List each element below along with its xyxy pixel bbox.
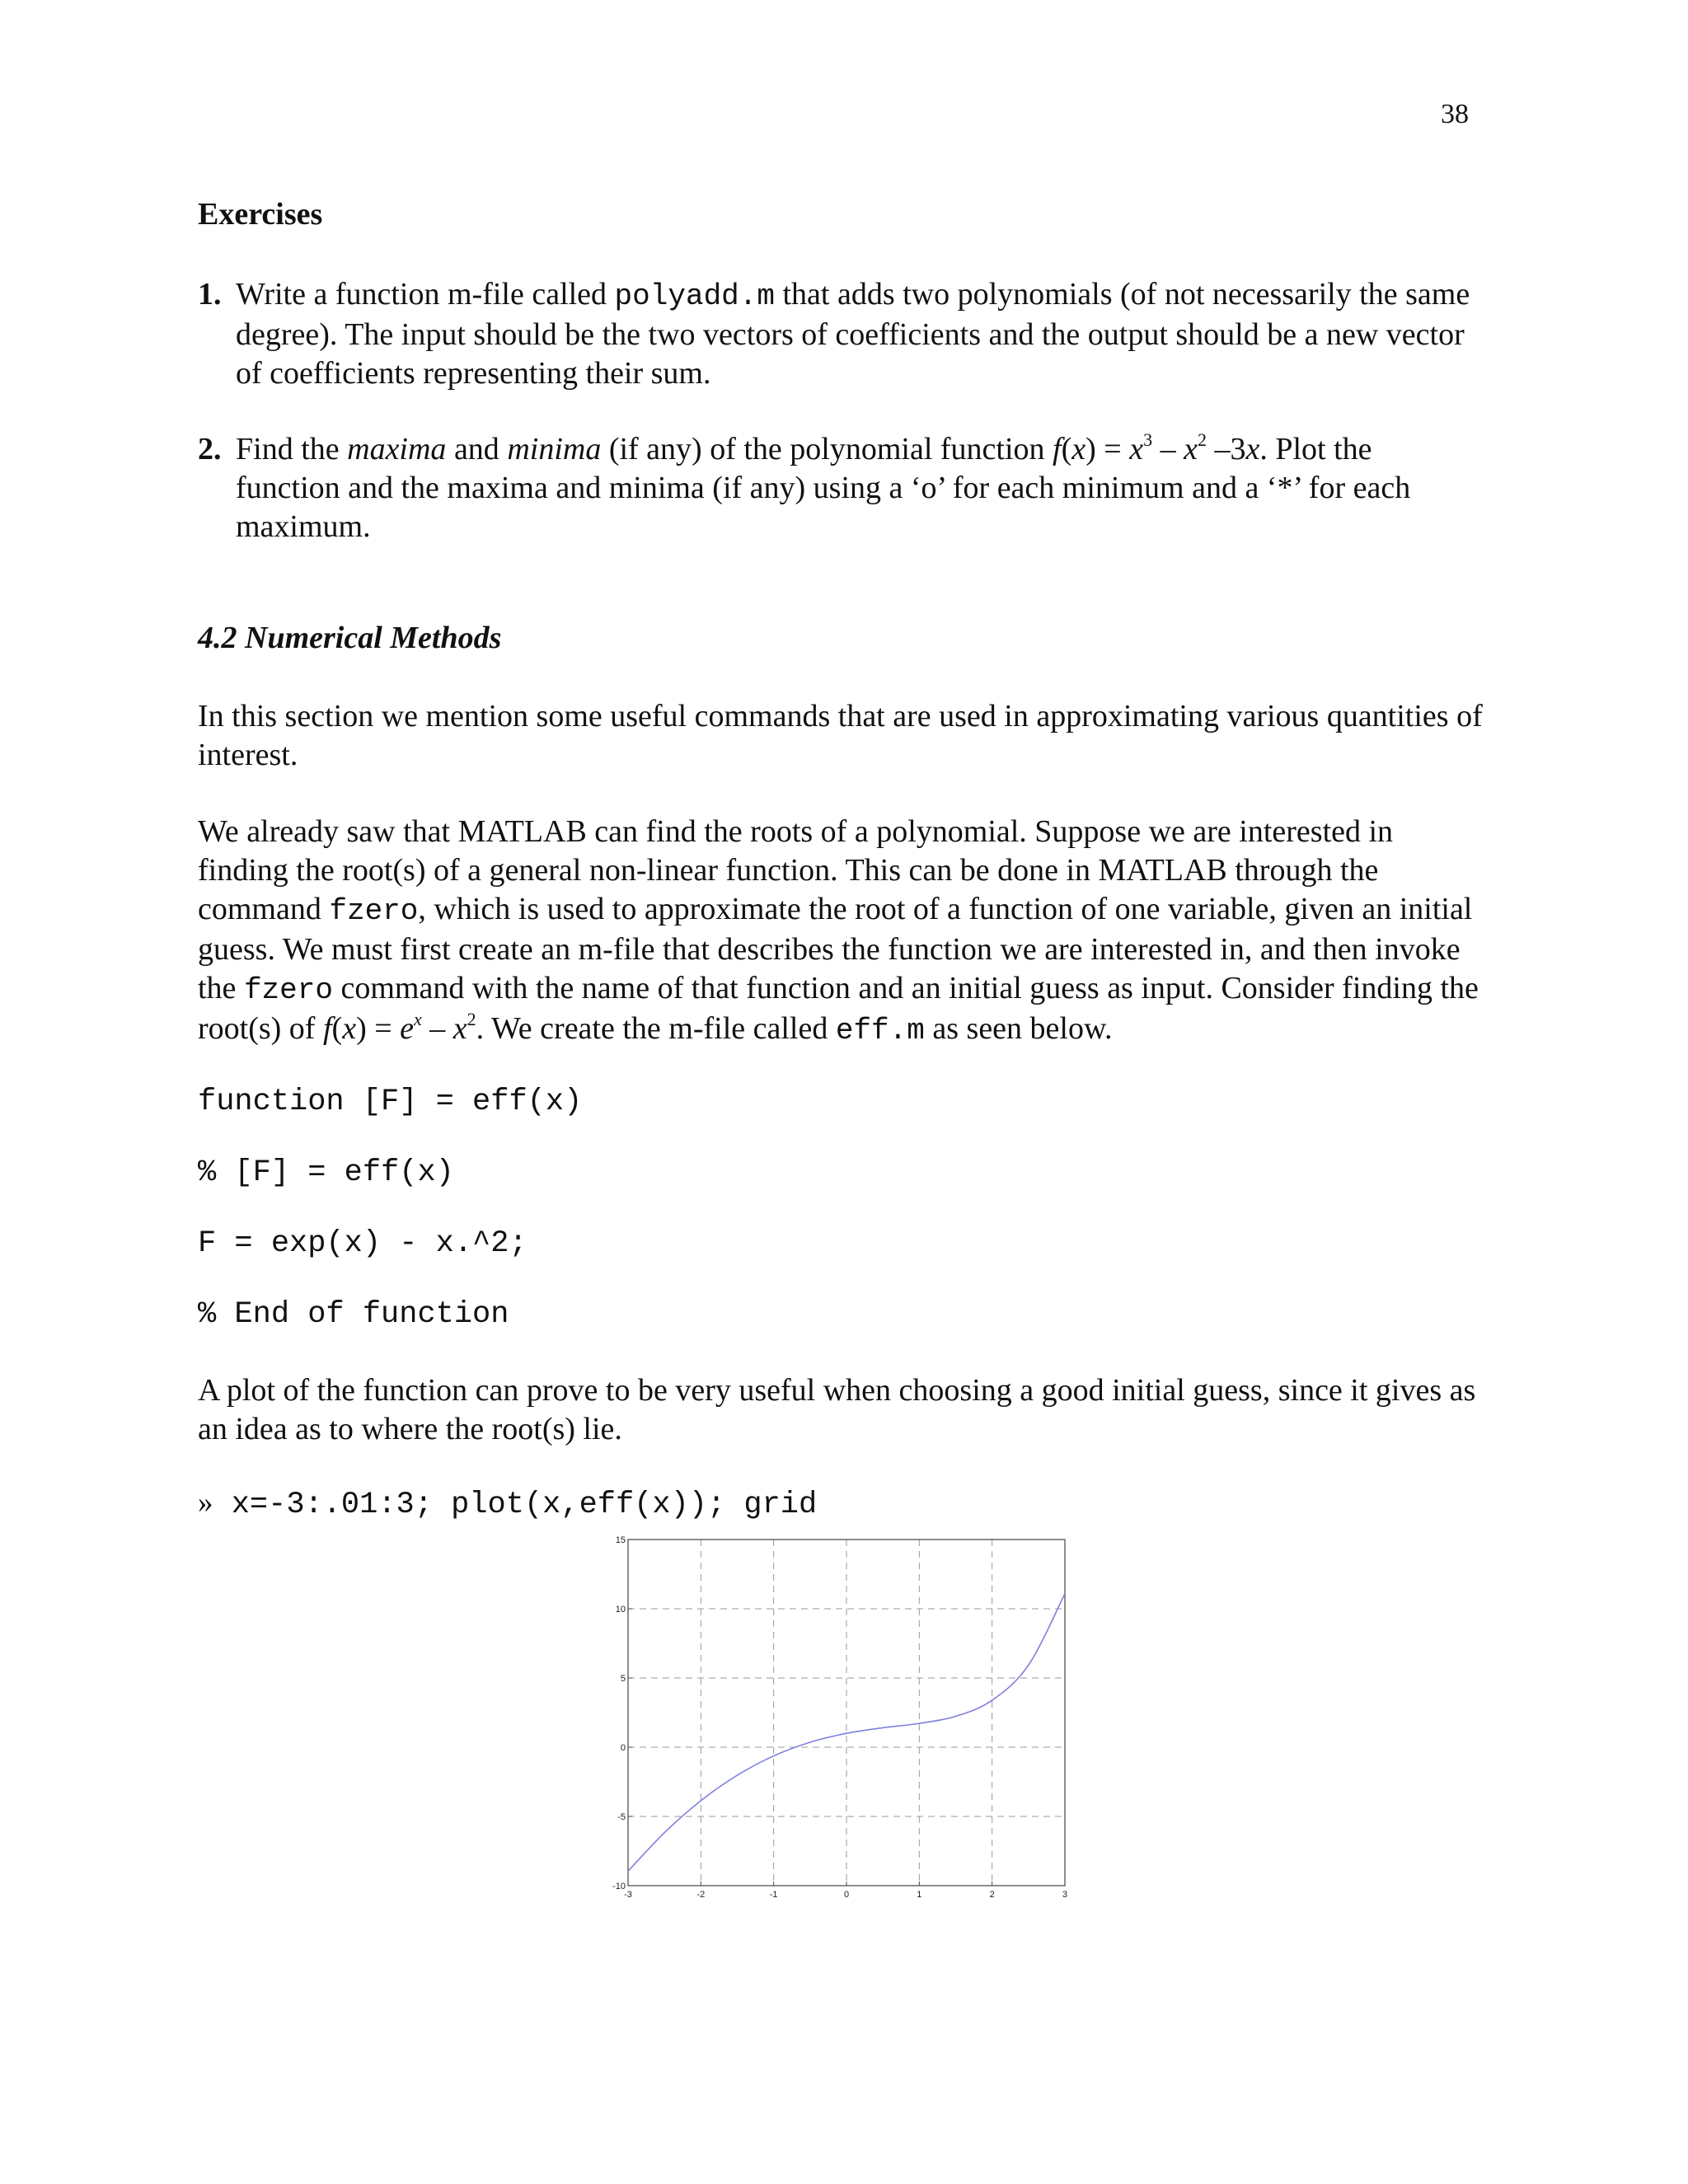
- intro-paragraph: In this section we mention some useful commands that are used in approximating various quantities of interest.: [198, 699, 1483, 772]
- x-tick-label: -1: [769, 1890, 778, 1900]
- inline-code: polyadd.m: [614, 279, 775, 313]
- y-tick-label: 5: [620, 1674, 626, 1684]
- x-tick-label: -3: [624, 1890, 632, 1900]
- inline-code: fzero: [243, 973, 333, 1007]
- exercise-2: [198, 430, 1484, 546]
- y-tick-label: 0: [620, 1743, 626, 1753]
- y-tick-label: -5: [617, 1812, 626, 1822]
- exercise-number: 1.: [198, 277, 222, 312]
- exercise-number: 2.: [198, 432, 222, 466]
- y-tick-label: -10: [612, 1882, 626, 1891]
- exercise-text: Find the maxima and minima (if any) of the polynomial function $f(x) = x^3 - x^2$ –3x. Plot the function and the maxima and minima (if any) using a ‘o’ for each minimum and a ‘*’ for each maximum.: [236, 429, 1411, 544]
- y-tick-label: 15: [615, 1535, 626, 1545]
- exercise-text: Write a function m-file called polyadd.m that adds two polynomials (of not necessarily the same degree). The input should be the two vectors of coefficients and the output should be a new vector of coefficients representing their sum.: [236, 277, 1470, 391]
- prompt-symbol: »: [198, 1486, 213, 1520]
- exercise-1: [198, 275, 1484, 393]
- exercises-heading: Exercises: [198, 197, 323, 232]
- code-line: % End of function: [198, 1297, 509, 1332]
- inline-code: fzero: [329, 894, 419, 928]
- section-heading: 4.2 Numerical Methods: [198, 621, 502, 655]
- matlab-command: » x=-3:.01:3; plot(x,eff(x)); grid: [198, 1486, 818, 1522]
- code-line: function [F] = eff(x): [198, 1085, 583, 1119]
- fzero-paragraph: We already saw that MATLAB can find the roots of a polynomial. Suppose we are interested in finding the root(s) of a general non-linear function. This can be done in MATLAB through the command fzero, which is used to approximate the root of a function of one variable, given an initial guess. We must first create an m-file that describes the function we are interested in, and then invoke the fzero command with the name of that function and an initial guess as input. Consider finding the root(s) of $f(x) = e^x - x^2$. We create the m-file called eff.m as seen below.: [198, 814, 1479, 1047]
- x-tick-label: 0: [843, 1890, 850, 1900]
- x-tick-label: 1: [917, 1890, 922, 1900]
- code-line: % [F] = eff(x): [198, 1155, 454, 1190]
- plot-paragraph: A plot of the function can prove to be very useful when choosing a good initial guess, since it gives as an idea as to where the root(s) lie.: [198, 1373, 1476, 1446]
- x-tick-label: 2: [989, 1890, 995, 1900]
- inline-code: eff.m: [835, 1014, 925, 1047]
- function-plot: [602, 1533, 1080, 1912]
- x-tick-label: -2: [696, 1890, 706, 1900]
- page-number: 38: [1441, 99, 1469, 129]
- code-line: F = exp(x) - x.^2;: [198, 1226, 528, 1261]
- x-tick-label: 3: [1062, 1890, 1068, 1900]
- y-tick-label: 10: [615, 1605, 626, 1615]
